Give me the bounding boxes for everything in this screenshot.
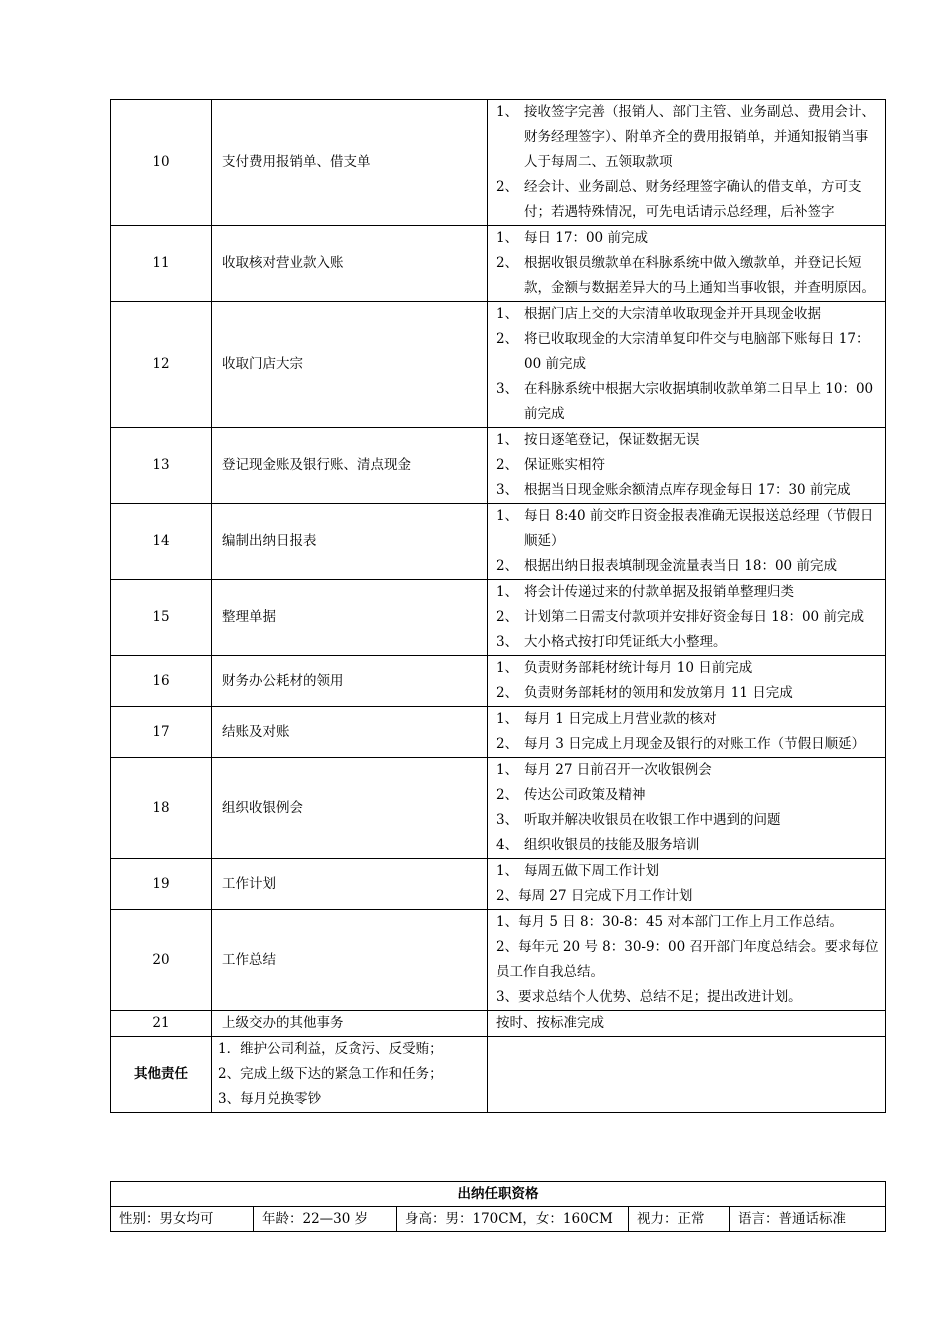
detail-marker: 1、 (496, 762, 519, 778)
duty-detail-item (496, 428, 879, 453)
duty-row (111, 910, 886, 1011)
duty-detail-item (496, 605, 879, 630)
detail-text: 将会计传递过来的付款单据及报销单整理归类 (524, 584, 794, 600)
detail-marker: 4、 (496, 837, 519, 853)
duty-detail-item: 3、要求总结个人优势、总结不足；提出改进计划。 (496, 989, 802, 1005)
duties-body (111, 100, 886, 1037)
duty-details (488, 1011, 886, 1037)
detail-marker: 1、 (496, 432, 519, 448)
detail-text: 每月 3 日完成上月现金及银行的对账工作（节假日顺延） (524, 736, 866, 752)
duties-table (110, 99, 886, 1113)
duty-details (488, 758, 886, 859)
duty-task: 组织收银例会 (212, 758, 488, 859)
duty-detail-item (496, 681, 879, 706)
duty-details (488, 226, 886, 302)
gender-cell: 性别：男女均可 (111, 1207, 254, 1232)
duty-number: 16 (111, 656, 212, 707)
detail-marker: 3、 (496, 634, 519, 650)
detail-text: 负责财务部耗材的领用和发放第月 11 日完成 (524, 685, 793, 701)
detail-text: 经会计、业务副总、财务经理签字确认的借支单，方可支付；若遇特殊情况，可先电话请示总经理，后补签字 (524, 179, 862, 220)
detail-marker: 1、 (496, 660, 519, 676)
detail-text: 每月 27 日前召开一次收银例会 (524, 762, 712, 778)
duty-detail-item (496, 630, 879, 655)
duty-number: 12 (111, 302, 212, 428)
detail-text: 按日逐笔登记，保证数据无误 (524, 432, 700, 448)
detail-marker: 1、 (496, 230, 519, 246)
duty-task: 整理单据 (212, 580, 488, 656)
duty-detail-item: 按时、按标准完成 (496, 1015, 604, 1031)
duty-detail-item (496, 100, 879, 175)
vision-cell: 视力：正常 (629, 1207, 730, 1232)
detail-text: 每周五做下周工作计划 (524, 863, 659, 879)
duty-detail-item (496, 504, 879, 554)
duty-detail-item: 2、每周 27 日完成下月工作计划 (496, 888, 693, 904)
duty-task: 支付费用报销单、借支单 (212, 100, 488, 226)
duty-details (488, 910, 886, 1011)
detail-marker: 3、 (496, 812, 519, 828)
duty-number: 11 (111, 226, 212, 302)
duty-task: 结账及对账 (212, 707, 488, 758)
duty-row (111, 504, 886, 580)
detail-text: 计划第二日需支付款项并安排好资金每日 18：00 前完成 (524, 609, 864, 625)
duty-detail-item (496, 377, 879, 427)
duty-detail-item (496, 226, 879, 251)
duty-number: 17 (111, 707, 212, 758)
other-responsibilities-row (111, 1037, 886, 1113)
detail-marker: 2、 (496, 179, 519, 195)
detail-text: 每日 8:40 前交昨日资金报表准确无误报送总经理（节假日顺延） (524, 508, 874, 549)
detail-text: 根据当日现金账余额清点库存现金每日 17：30 前完成 (524, 482, 851, 498)
detail-text: 大小格式按打印凭证纸大小整理。 (524, 634, 727, 650)
height-cell: 身高：男：170CM，女：160CM (397, 1207, 629, 1232)
detail-marker: 3、 (496, 482, 519, 498)
duty-row (111, 580, 886, 656)
detail-text: 组织收银员的技能及服务培训 (524, 837, 700, 853)
duty-number: 15 (111, 580, 212, 656)
duty-number: 14 (111, 504, 212, 580)
detail-marker: 1、 (496, 711, 519, 727)
duty-detail-item (496, 175, 879, 225)
duty-task: 上级交办的其他事务 (212, 1011, 488, 1037)
other-item: 2、完成上级下达的紧急工作和任务； (218, 1066, 443, 1082)
duty-row (111, 656, 886, 707)
other-responsibilities-label: 其他责任 (111, 1037, 212, 1113)
age-cell: 年龄：22—30 岁 (254, 1207, 397, 1232)
qualification-table (110, 1181, 886, 1232)
detail-marker: 1、 (496, 863, 519, 879)
duty-details (488, 656, 886, 707)
other-item: 1．维护公司利益，反贪污、反受贿； (218, 1041, 443, 1057)
duty-task: 收取核对营业款入账 (212, 226, 488, 302)
detail-marker: 2、 (496, 457, 519, 473)
detail-marker: 1、 (496, 306, 519, 322)
detail-text: 听取并解决收银员在收银工作中遇到的问题 (524, 812, 781, 828)
duty-detail-item (496, 656, 879, 681)
duty-row (111, 302, 886, 428)
duty-task: 收取门店大宗 (212, 302, 488, 428)
detail-marker: 1、 (496, 584, 519, 600)
duty-row (111, 758, 886, 859)
duty-number: 20 (111, 910, 212, 1011)
duty-task: 登记现金账及银行账、清点现金 (212, 428, 488, 504)
detail-marker: 2、 (496, 685, 519, 701)
duty-detail-item (496, 808, 879, 833)
duty-number: 19 (111, 859, 212, 910)
duty-detail-item (496, 251, 879, 301)
other-responsibilities-list (212, 1037, 488, 1113)
detail-text: 在科脉系统中根据大宗收据填制收款单第二日早上 10：00 前完成 (524, 381, 874, 422)
detail-marker: 2、 (496, 609, 519, 625)
detail-text: 根据收银员缴款单在科脉系统中做入缴款单，并登记长短款，金额与数据差异大的马上通知当事收银，并查明原因。 (524, 255, 875, 296)
detail-text: 每月 1 日完成上月营业款的核对 (524, 711, 717, 727)
detail-text: 保证账实相符 (524, 457, 605, 473)
duty-task: 工作计划 (212, 859, 488, 910)
duty-task: 财务办公耗材的领用 (212, 656, 488, 707)
other-responsibilities-empty (488, 1037, 886, 1113)
duty-number: 21 (111, 1011, 212, 1037)
duty-row (111, 1011, 886, 1037)
duty-details (488, 428, 886, 504)
duty-detail-item (496, 859, 879, 884)
duty-detail-item (496, 453, 879, 478)
duty-number: 13 (111, 428, 212, 504)
duty-detail-item (496, 758, 879, 783)
duty-details (488, 859, 886, 910)
qualification-title: 出纳任职资格 (111, 1182, 886, 1207)
duty-number: 18 (111, 758, 212, 859)
detail-marker: 3、 (496, 381, 519, 397)
duty-row (111, 428, 886, 504)
duty-detail-item (496, 478, 879, 503)
duty-detail-item (496, 327, 879, 377)
detail-text: 每日 17：00 前完成 (524, 230, 648, 246)
detail-marker: 1、 (496, 104, 519, 120)
duty-detail-item (496, 554, 879, 579)
duty-detail-item (496, 833, 879, 858)
duty-detail-item (496, 580, 879, 605)
detail-text: 传达公司政策及精神 (524, 787, 646, 803)
detail-marker: 2、 (496, 787, 519, 803)
language-cell: 语言：普通话标准 (730, 1207, 886, 1232)
duty-detail-item (496, 707, 879, 732)
duty-details (488, 580, 886, 656)
duty-task: 编制出纳日报表 (212, 504, 488, 580)
duty-detail-item (496, 783, 879, 808)
duty-detail-item: 1、每月 5 日 8：30-8：45 对本部门工作上月工作总结。 (496, 914, 843, 930)
duty-detail-item: 2、每年元 20 号 8：30-9：00 召开部门年度总结会。要求每位员工作自我总结。 (496, 939, 879, 980)
detail-text: 根据门店上交的大宗清单收取现金并开具现金收据 (524, 306, 821, 322)
duty-row (111, 859, 886, 910)
duty-row (111, 707, 886, 758)
detail-text: 负责财务部耗材统计每月 10 日前完成 (524, 660, 753, 676)
detail-text: 将已收取现金的大宗清单复印件交与电脑部下账每日 17：00 前完成 (524, 331, 870, 372)
other-item: 3、每月兑换零钞 (218, 1091, 322, 1107)
detail-marker: 2、 (496, 255, 519, 271)
duty-details (488, 100, 886, 226)
detail-marker: 2、 (496, 558, 519, 574)
detail-text: 接收签字完善（报销人、部门主管、业务副总、费用会计、财务经理签字）、附单齐全的费用报销单，并通知报销当事人于每周二、五领取款项 (524, 104, 875, 170)
detail-marker: 2、 (496, 331, 519, 347)
duty-detail-item (496, 732, 879, 757)
detail-marker: 1、 (496, 508, 519, 524)
duty-task: 工作总结 (212, 910, 488, 1011)
duty-row (111, 100, 886, 226)
duty-number: 10 (111, 100, 212, 226)
duty-row (111, 226, 886, 302)
detail-text: 根据出纳日报表填制现金流量表当日 18：00 前完成 (524, 558, 837, 574)
duty-details (488, 504, 886, 580)
duty-details (488, 302, 886, 428)
duty-detail-item (496, 302, 879, 327)
duty-details (488, 707, 886, 758)
detail-marker: 2、 (496, 736, 519, 752)
